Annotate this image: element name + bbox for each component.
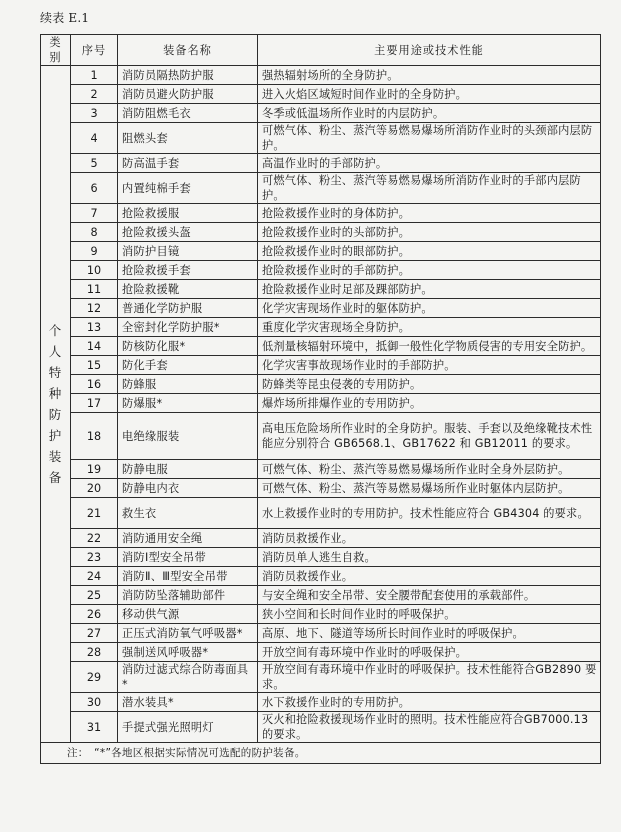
equipment-name: 消防通用安全绳 [118, 529, 258, 548]
equipment-name: 防化手套 [118, 356, 258, 375]
equipment-description: 冬季或低温场所作业时的内层防护。 [258, 104, 601, 123]
equipment-description: 高电压危险场所作业时的全身防护。服装、手套以及绝缘靴技术性能应分别符合 GB6568.1、GB17622 和 GB12011 的要求。 [258, 413, 601, 460]
table-row [41, 586, 601, 605]
equipment-description: 化学灾害事故现场作业时的手部防护。 [258, 356, 601, 375]
equipment-name: 防静电服 [118, 460, 258, 479]
equipment-name: 抢险救援手套 [118, 261, 258, 280]
table-row [41, 337, 601, 356]
equipment-table [40, 34, 601, 764]
equipment-name: 手提式强光照明灯 [118, 712, 258, 743]
equipment-description: 可燃气体、粉尘、蒸汽等易燃易爆场所消防作业时的头颈部内层防护。 [258, 123, 601, 154]
equipment-description: 开放空间有毒环境中作业时的呼吸保护。 [258, 643, 601, 662]
row-number: 13 [71, 318, 118, 337]
row-number: 1 [71, 66, 118, 85]
equipment-description: 高原、地下、隧道等场所长时间作业时的呼吸保护。 [258, 624, 601, 643]
header-category: 类别 [41, 35, 71, 66]
equipment-name: 抢险救援靴 [118, 280, 258, 299]
table-note-row [41, 743, 601, 764]
row-number: 7 [71, 204, 118, 223]
row-number: 11 [71, 280, 118, 299]
table-row [41, 204, 601, 223]
row-number: 20 [71, 479, 118, 498]
equipment-name: 移动供气源 [118, 605, 258, 624]
row-number: 9 [71, 242, 118, 261]
equipment-name: 防爆服* [118, 394, 258, 413]
equipment-name: 强制送风呼吸器* [118, 643, 258, 662]
table-row [41, 460, 601, 479]
table-row [41, 394, 601, 413]
equipment-name: 防静电内衣 [118, 479, 258, 498]
table-row [41, 299, 601, 318]
equipment-name: 电绝缘服装 [118, 413, 258, 460]
equipment-name: 消防员隔热防护服 [118, 66, 258, 85]
table-row [41, 223, 601, 242]
row-number: 27 [71, 624, 118, 643]
row-number: 28 [71, 643, 118, 662]
equipment-description: 消防员单人逃生自救。 [258, 548, 601, 567]
table-row [41, 123, 601, 154]
table-row [41, 413, 601, 460]
row-number: 19 [71, 460, 118, 479]
equipment-name: 潜水装具* [118, 693, 258, 712]
row-number: 8 [71, 223, 118, 242]
header-description: 主要用途或技术性能 [258, 35, 601, 66]
equipment-name: 消防阻燃毛衣 [118, 104, 258, 123]
equipment-description: 灭火和抢险救援现场作业时的照明。技术性能应符合GB7000.13 的要求。 [258, 712, 601, 743]
equipment-description: 与安全绳和安全吊带、安全腰带配套使用的承载部件。 [258, 586, 601, 605]
row-number: 24 [71, 567, 118, 586]
row-number: 3 [71, 104, 118, 123]
table-row [41, 242, 601, 261]
equipment-description: 可燃气体、粉尘、蒸汽等易燃易爆场所作业时全身外层防护。 [258, 460, 601, 479]
table-row [41, 154, 601, 173]
row-number: 12 [71, 299, 118, 318]
table-caption: 续表 E.1 [40, 11, 90, 25]
equipment-name: 消防防坠落辅助部件 [118, 586, 258, 605]
equipment-name: 防蜂服 [118, 375, 258, 394]
row-number: 21 [71, 498, 118, 529]
equipment-description: 强热辐射场所的全身防护。 [258, 66, 601, 85]
row-number: 6 [71, 173, 118, 204]
row-number: 16 [71, 375, 118, 394]
table-row [41, 712, 601, 743]
table-row [41, 605, 601, 624]
table-body [41, 66, 601, 743]
equipment-description: 低剂量核辐射环境中，抵御一般性化学物质侵害的专用安全防护。 [258, 337, 601, 356]
equipment-description: 开放空间有毒环境中作业时的呼吸保护。技术性能符合GB2890 要求。 [258, 662, 601, 693]
table-row [41, 479, 601, 498]
equipment-description: 可燃气体、粉尘、蒸汽等易燃易爆场所作业时躯体内层防护。 [258, 479, 601, 498]
table-row [41, 567, 601, 586]
table-row [41, 375, 601, 394]
equipment-description: 消防员救援作业。 [258, 529, 601, 548]
header-number: 序号 [71, 35, 118, 66]
equipment-description: 抢险救援作业时足部及踝部防护。 [258, 280, 601, 299]
table-row [41, 529, 601, 548]
row-number: 31 [71, 712, 118, 743]
table-row [41, 173, 601, 204]
equipment-description: 进入火焰区域短时间作业时的全身防护。 [258, 85, 601, 104]
equipment-description: 化学灾害现场作业时的躯体防护。 [258, 299, 601, 318]
table-row [41, 85, 601, 104]
table-row [41, 318, 601, 337]
equipment-description: 重度化学灾害现场全身防护。 [258, 318, 601, 337]
equipment-description: 高温作业时的手部防护。 [258, 154, 601, 173]
equipment-name: 抢险救援服 [118, 204, 258, 223]
row-number: 22 [71, 529, 118, 548]
row-number: 30 [71, 693, 118, 712]
equipment-description: 可燃气体、粉尘、蒸汽等易燃易爆场所消防作业时的手部内层防护。 [258, 173, 601, 204]
row-number: 18 [71, 413, 118, 460]
equipment-name: 救生衣 [118, 498, 258, 529]
equipment-name: 防高温手套 [118, 154, 258, 173]
row-number: 14 [71, 337, 118, 356]
equipment-name: 消防Ⅰ型安全吊带 [118, 548, 258, 567]
equipment-description: 抢险救援作业时的身体防护。 [258, 204, 601, 223]
equipment-description: 消防员救援作业。 [258, 567, 601, 586]
equipment-name: 阻燃头套 [118, 123, 258, 154]
row-number: 17 [71, 394, 118, 413]
row-number: 29 [71, 662, 118, 693]
equipment-description: 防蜂类等昆虫侵袭的专用防护。 [258, 375, 601, 394]
category-cell: 个人 特种 防护 装备 [41, 66, 71, 743]
equipment-name: 普通化学防护服 [118, 299, 258, 318]
equipment-description: 爆炸场所排爆作业的专用防护。 [258, 394, 601, 413]
equipment-name: 消防护目镜 [118, 242, 258, 261]
equipment-name: 抢险救援头盔 [118, 223, 258, 242]
equipment-name: 防核防化服* [118, 337, 258, 356]
equipment-description: 抢险救援作业时的眼部防护。 [258, 242, 601, 261]
row-number: 25 [71, 586, 118, 605]
table-row [41, 498, 601, 529]
equipment-description: 狭小空间和长时间作业时的呼吸保护。 [258, 605, 601, 624]
header-name: 装备名称 [118, 35, 258, 66]
equipment-description: 抢险救援作业时的头部防护。 [258, 223, 601, 242]
row-number: 23 [71, 548, 118, 567]
row-number: 5 [71, 154, 118, 173]
table-header-row [41, 35, 601, 66]
equipment-name: 消防Ⅱ、Ⅲ型安全吊带 [118, 567, 258, 586]
row-number: 2 [71, 85, 118, 104]
equipment-name: 内置纯棉手套 [118, 173, 258, 204]
equipment-description: 水上救援作业时的专用防护。技术性能应符合 GB4304 的要求。 [258, 498, 601, 529]
row-number: 4 [71, 123, 118, 154]
table-note: 注： “*”各地区根据实际情况可选配的防护装备。 [41, 743, 601, 764]
equipment-name: 全密封化学防护服* [118, 318, 258, 337]
table-row [41, 104, 601, 123]
table-row [41, 624, 601, 643]
row-number: 26 [71, 605, 118, 624]
equipment-name: 消防员避火防护服 [118, 85, 258, 104]
row-number: 10 [71, 261, 118, 280]
table-row [41, 693, 601, 712]
table-row [41, 356, 601, 375]
table-row [41, 643, 601, 662]
table-row [41, 280, 601, 299]
row-number: 15 [71, 356, 118, 375]
table-row [41, 662, 601, 693]
equipment-description: 水下救援作业时的专用防护。 [258, 693, 601, 712]
table-row [41, 548, 601, 567]
equipment-name: 正压式消防氧气呼吸器* [118, 624, 258, 643]
equipment-description: 抢险救援作业时的手部防护。 [258, 261, 601, 280]
table-row [41, 66, 601, 85]
table-row [41, 261, 601, 280]
equipment-name: 消防过滤式综合防毒面具* [118, 662, 258, 693]
